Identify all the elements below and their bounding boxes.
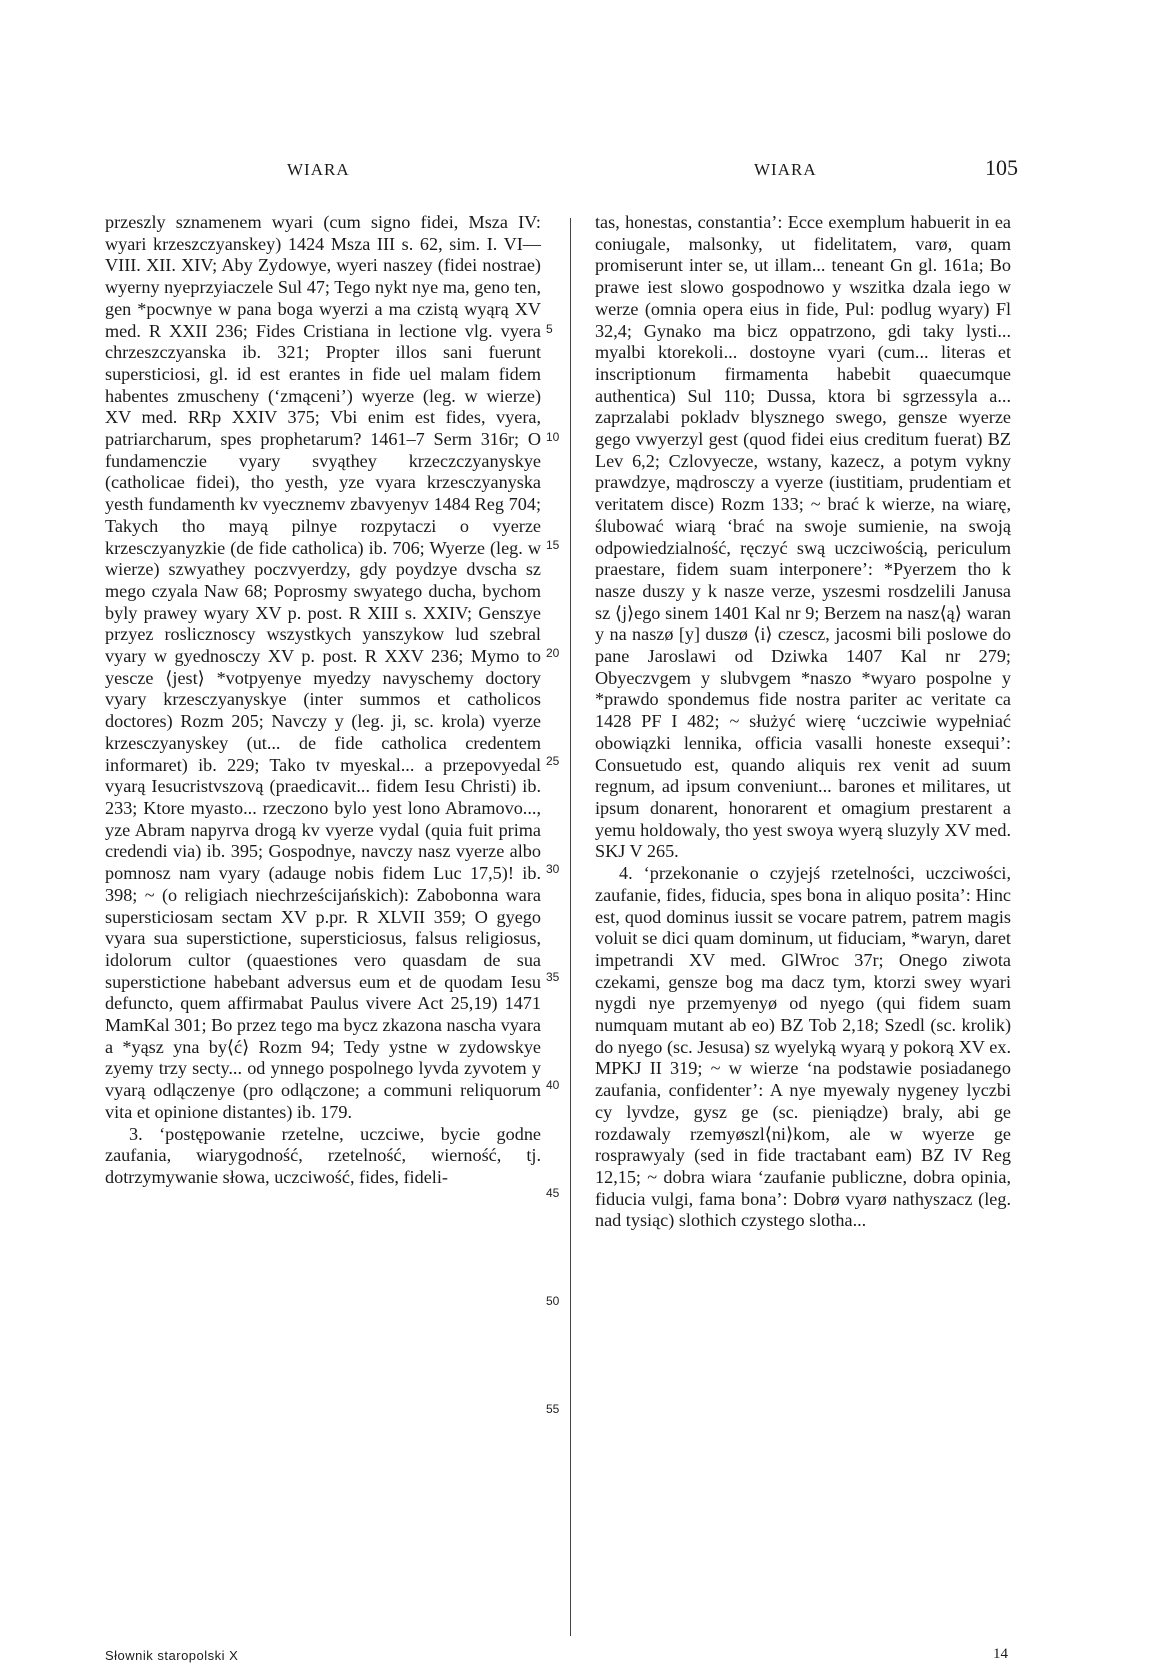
column-divider bbox=[570, 218, 571, 1636]
line-number-30: 30 bbox=[546, 862, 560, 876]
left-column bbox=[105, 212, 541, 1189]
running-head-left: WIARA bbox=[287, 160, 350, 179]
line-number-20: 20 bbox=[546, 646, 560, 660]
line-number-55: 55 bbox=[546, 1402, 560, 1416]
entry-paragraph-3: 3. ‘postępowanie rzetelne, uczciwe, bycie godne zaufania, wiarygodność, rzetelność, wierność, tj. dotrzymywanie słowa, uczciwość, fides, fideli- bbox=[105, 1123, 541, 1187]
entry-paragraph-2-cont: przeszly sznamenem wyari (cum signo fidei, Msza IV: wyari krzeszczyanskey) 1424 Msza III s. 62, sim. I. VI—VIII. XII. XIV; Aby Zydowye, wyeri naszey (fidei nostrae) wyerny nyeprzyiaczele Sul 47; Tego nykt nye ma, geno ten, gen *pocwnye w pana boga wyerzi a ma czistą wyąrą XV med. R XXII 236; Fides Cristiana in lectione vlg. vyera chrzeszczyanska ib. 321; Propter illos sani fuerunt supersticiosi, gl. id est erantes in fide uel malam fidem habentes zmuscheny (‘zmąceni’) wyerze (leg. w wierze) XV med. RRp XXIV 375; Vbi enim est fides, vyera, patriarcharum, spes prophetarum? 1461–7 Serm 316r; O fundamenczie vyary svyąthey krzeczczyanyskye (catholicae fidei), tho yesth, yze vyara krzesczyanyska yesth fundamenth kv vyecznemv zbavyenyv 1484 Reg 704; Takych tho mayą pilnye rozpytaczi o vyerze krzesczyanyzkie (de fide catholica) ib. 706; Wyerze (leg. w wierze) szwyathey poczvyerdzy, gdy poydzye dvscha sz mego czyala Naw 68; Poprosmy swyatego ducha, bychom byly prawey wyary XV p. post. R XIII s. XXIV; Genszye przyez roslicznoscy wszystkych yanszykow lud szebral vyary w gyednosczy XV p. post. R XXV 236; Mymo to yescze ⟨jest⟩ *votpyenye myedzy navyschemy doctory vyary krzesczyanyskye (inter summos et catholicos doctores) Rozm 205; Navczy y (leg. ji, sc. krola) vyerze krzesczyanyskey (ut... de fide catholica credentem informaret) ib. 229; Tako tv myeskal... a przepovyedal vyarą Iesucristvszovą (praedicavit... fidem Iesu Christi) ib. 233; Ktore myasto... rzeczono bylo yest lono Abramovo..., yze Abram napyrva drogą kv vyerze vydal (quia fuit prima credendi via) ib. 395; Gospodnye, navczy nasz vyerze albo pomnosz nam vyary (adauge nobis fidem Luc 17,5)! ib. 398; ~ (o religiach niechrześcijańskich): Zabobonna wara supersticiosam sectam XV p.pr. R XLVII 359; O gyego vyara sua superstictione, supersticiosus, falsus religiosus, idolorum cultor (quaestiones vero quasdam de sua superstictione habebant adversus eum et de quodam Iesu defuncto, quem affirmabat Paulus vivere Act 25,19) 1471 MamKal 301; Bo przez tego ma bycz zkazona nascha vyara a *yąsz yna by⟨ć⟩ Rozm 94; Tedy ystne w zydowskye zyemy trzy secty... od ynnego pospolnego lyvda zyvotem y vyarą odlączenye (pro odlączone; a communi reliquorum vita et opinione distantes) ib. 179. bbox=[105, 212, 541, 1122]
entry-paragraph-3-cont: tas, honestas, constantia’: Ecce exemplum habuerit in ea coniugale, malsonky, ut fidelitatem, varø, quam promiserunt inter se, ut illam... teneant Gn gl. 161a; Bo prawe iest slowo gospodnowo y wszitka dzala iego w werze (omnia opera eius in fide, Pul: podlug wyary) Fl 32,4; Gynako ma bicz oppatrzono, gdi taky lysti... myalbi ktorekoli... dostoyne vyari (cum... literas et inscriptionum firmamenta habebit quaecumque authentica) Sul 110; Dussa, ktora bi sgrzessyla a... zaprzalabi pokladv blysznego swego, gensze wyerze gego vwyerzyl gest (quod fidei eius creditum fuerat) BZ Lev 6,2; Czlovyecze, wstany, kazecz, a potym vykny prawdzye, mądrosczy a vyerze (iustitiam, prudentiam et veritatem disce) Rozm 133; ~ brać k wierze, na wiarę, ślubować wiarą ‘brać na swoje sumienie, na swoją odpowiedzialność, ręczyć swą uczciwością, periculum praestare, fidem suam interponere’: *Pyerzem tho k nasze duszy y k nasze verze, yszesmi rosdzelili Janusa sz ⟨j⟩ego sinem 1401 Kal nr 9; Berzem na nasz⟨ą⟩ waran y na naszø [y] duszø ⟨i⟩ czescz, jacosmi bili poslowe do pane Jaroslawi od Dziwka 1407 Kal nr 279; Obyeczvgem y slubvgem *naszo *wyaro pospolne y *prawdo spondemus fide nostra pariter ac veritate ca 1428 PF I 482; ~ służyć wierę ‘uczciwie wypełniać obowiązki lennika, officia vasalli honeste exsequi’: Consuetudo est, quando aliquis rex venit ad suum regnum, ad ipsum conveniunt... barones et militares, ut ipsum donarent, honorarent et omagium prestarent a yemu holdowaly, tho yest swoya wyerą sluzyly XV med. SKJ V 265. bbox=[595, 212, 1011, 862]
line-number-45: 45 bbox=[546, 1186, 560, 1200]
line-number-5: 5 bbox=[546, 322, 553, 336]
line-number-50: 50 bbox=[546, 1294, 560, 1308]
line-number-15: 15 bbox=[546, 538, 560, 552]
line-number-25: 25 bbox=[546, 754, 560, 768]
footer-sheet-number: 14 bbox=[993, 1646, 1008, 1662]
footer-signature: Słownik staropolski X bbox=[105, 1648, 239, 1663]
line-number-40: 40 bbox=[546, 1078, 560, 1092]
line-number-35: 35 bbox=[546, 970, 560, 984]
running-head-center: WIARA bbox=[754, 160, 817, 179]
right-column bbox=[595, 212, 1011, 1232]
line-number-10: 10 bbox=[546, 430, 560, 444]
entry-paragraph-4: 4. ‘przekonanie o czyjejś rzetelności, uczciwości, zaufanie, fides, fiducia, spes bona in aliquo posita’: Hinc est, quod dominus iussit se vocare patrem, patrem magis voluit se dici quam dominum, ut fiduciam, *waryn, daret impetrandi XV med. GlWroc 37r; Onego ziwota czekami, gensze bog ma dacz tym, ktorzi swey wyari nygdi nye przemyenyø od nyego (qui fidem suam numquam mutant ab eo) BZ Tob 2,18; Szedl (sc. krolik) do nyego (sc. Jesusa) sz wyelyką wyarą y pokorą XV ex. MPKJ II 319; ~ w wierze ‘na podstawie posiadanego zaufania, confidenter’: A nye myewaly nygeney lyczbi cy lyvdze, gysz ge (sc. pieniądze) braly, abi ge rozdawaly rzemyøszl⟨ni⟩kom, ale w wyerze ge rosprawyaly (sed in fide tractabant eam) BZ IV Reg 12,15; ~ dobra wiara ‘zaufanie publiczne, dobra opinia, fiducia vulgi, fama bona’: Dobrø vyarø nathyszacz (leg. nad tysiąc) slothich czystego slotha... bbox=[595, 863, 1011, 1231]
page-number: 105 bbox=[985, 155, 1018, 180]
